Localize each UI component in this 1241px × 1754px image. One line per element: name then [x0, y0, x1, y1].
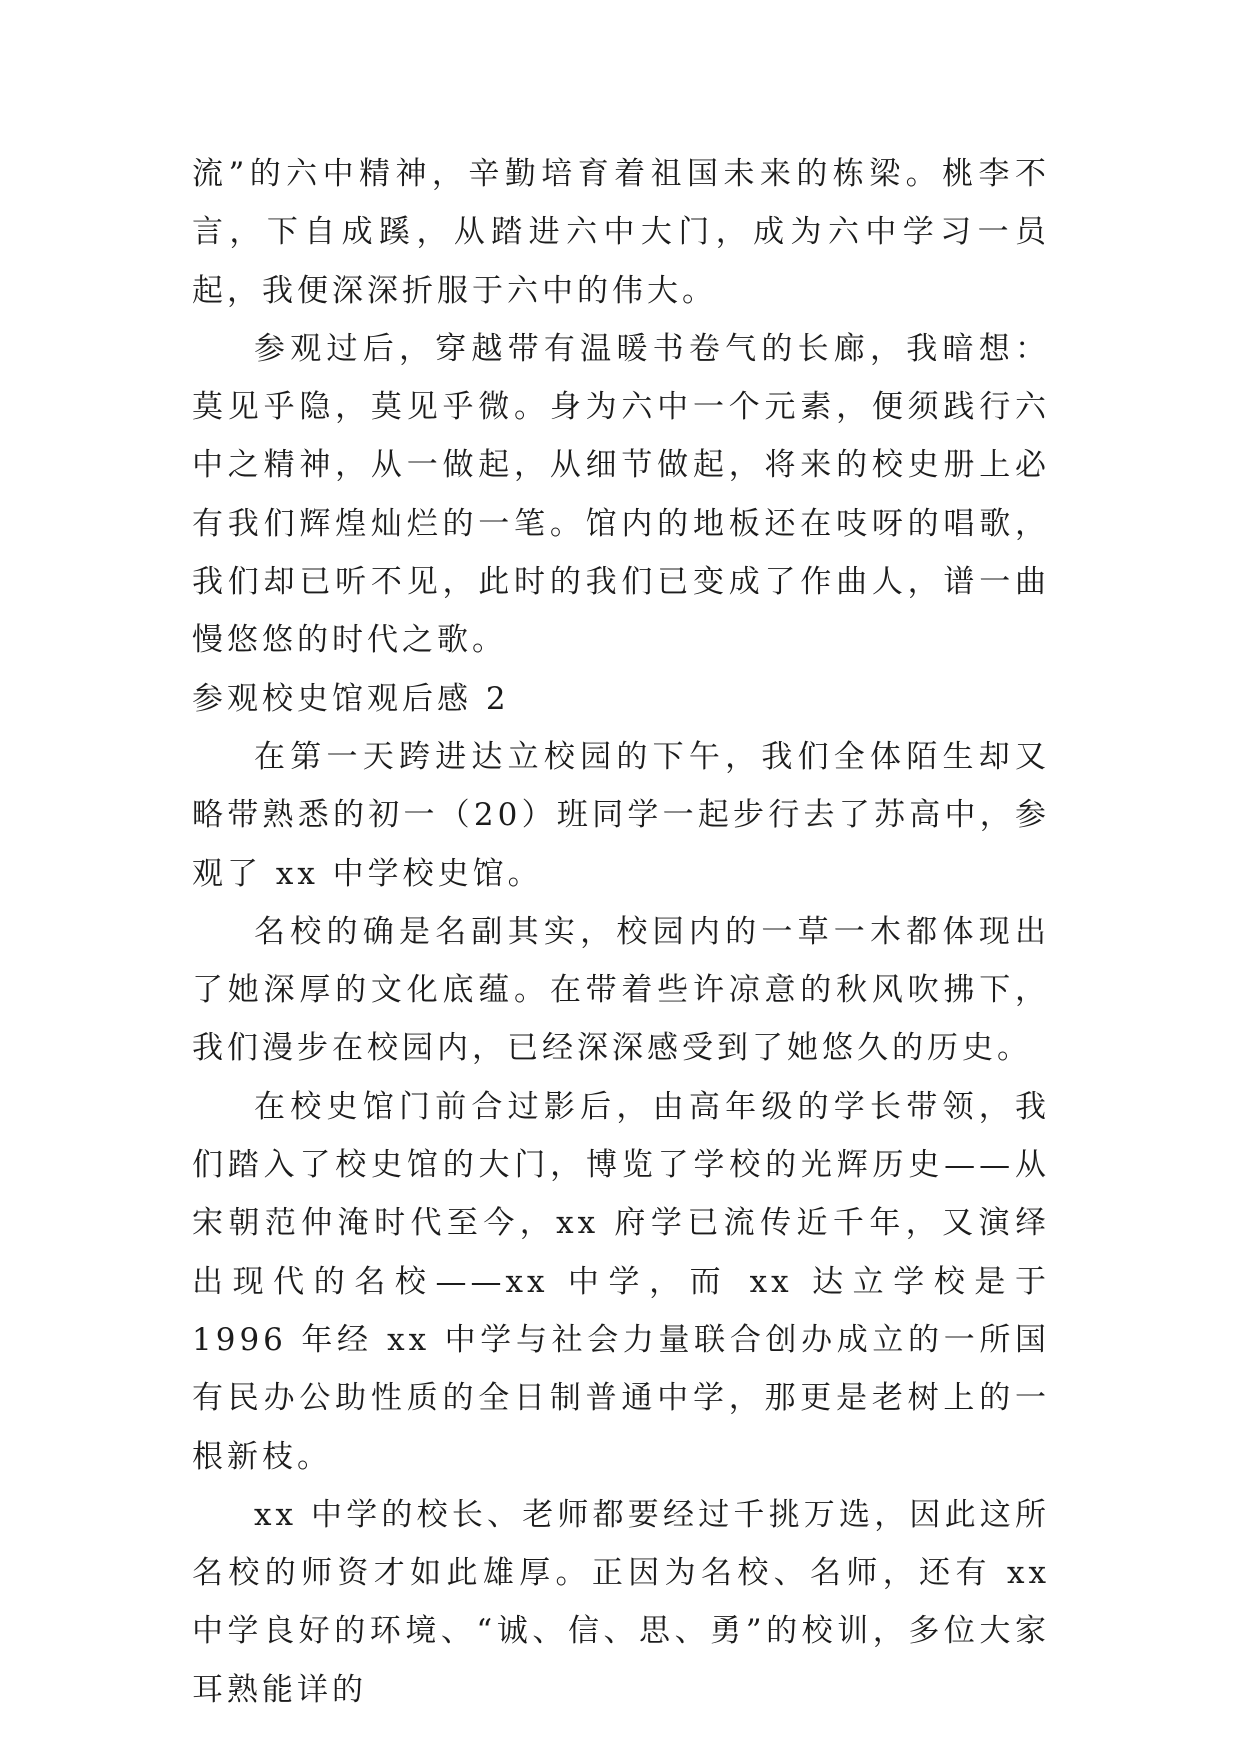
paragraph: 在第一天跨进达立校园的下午，我们全体陌生却又略带熟悉的初一（20）班同学一起步行去了苏高中，参观了 xx 中学校史馆。	[192, 738, 1050, 892]
paragraph: 参观过后，穿越带有温暖书卷气的长廊，我暗想：莫见乎隐，莫见乎微。身为六中一个元素，便须践行六中之精神，从一做起，从细节做起，将来的校史册上必有我们辉煌灿烂的一笔。馆内的地板还在吱呀的唱歌，我们却已听不见，此时的我们已变成了作曲人，谱一曲慢悠悠的时代之歌。	[192, 330, 1050, 659]
paragraph: xx 中学的校长、老师都要经过千挑万选，因此这所名校的师资才如此雄厚。正因为名校、名师，还有 xx 中学良好的环境、“诚、信、思、勇”的校训，多位大家耳熟能详的	[192, 1496, 1050, 1708]
paragraph: 名校的确是名副其实，校园内的一草一木都体现出了她深厚的文化底蕴。在带着些许凉意的秋风吹拂下，我们漫步在校园内，已经深深感受到了她悠久的历史。	[192, 913, 1050, 1067]
section-title: 参观校史馆观后感 2	[192, 680, 510, 717]
paragraph: 在校史馆门前合过影后，由高年级的学长带领，我们踏入了校史馆的大门，博览了学校的光辉历史——从宋朝范仲淹时代至今，xx 府学已流传近千年，又演绎出现代的名校——xx 中学，而 xx 达立学校是于 1996 年经 xx 中学与社会力量联合创办成立的一所国有民办公助性质的全日制普通中学，那更是老树上的一根新枝。	[192, 1088, 1050, 1475]
paragraph-continuation: 流”的六中精神，辛勤培育着祖国未来的栋梁。桃李不言，下自成蹊，从踏进六中大门，成为六中学习一员起，我便深深折服于六中的伟大。	[192, 156, 1050, 309]
document-page	[192, 145, 1050, 1719]
